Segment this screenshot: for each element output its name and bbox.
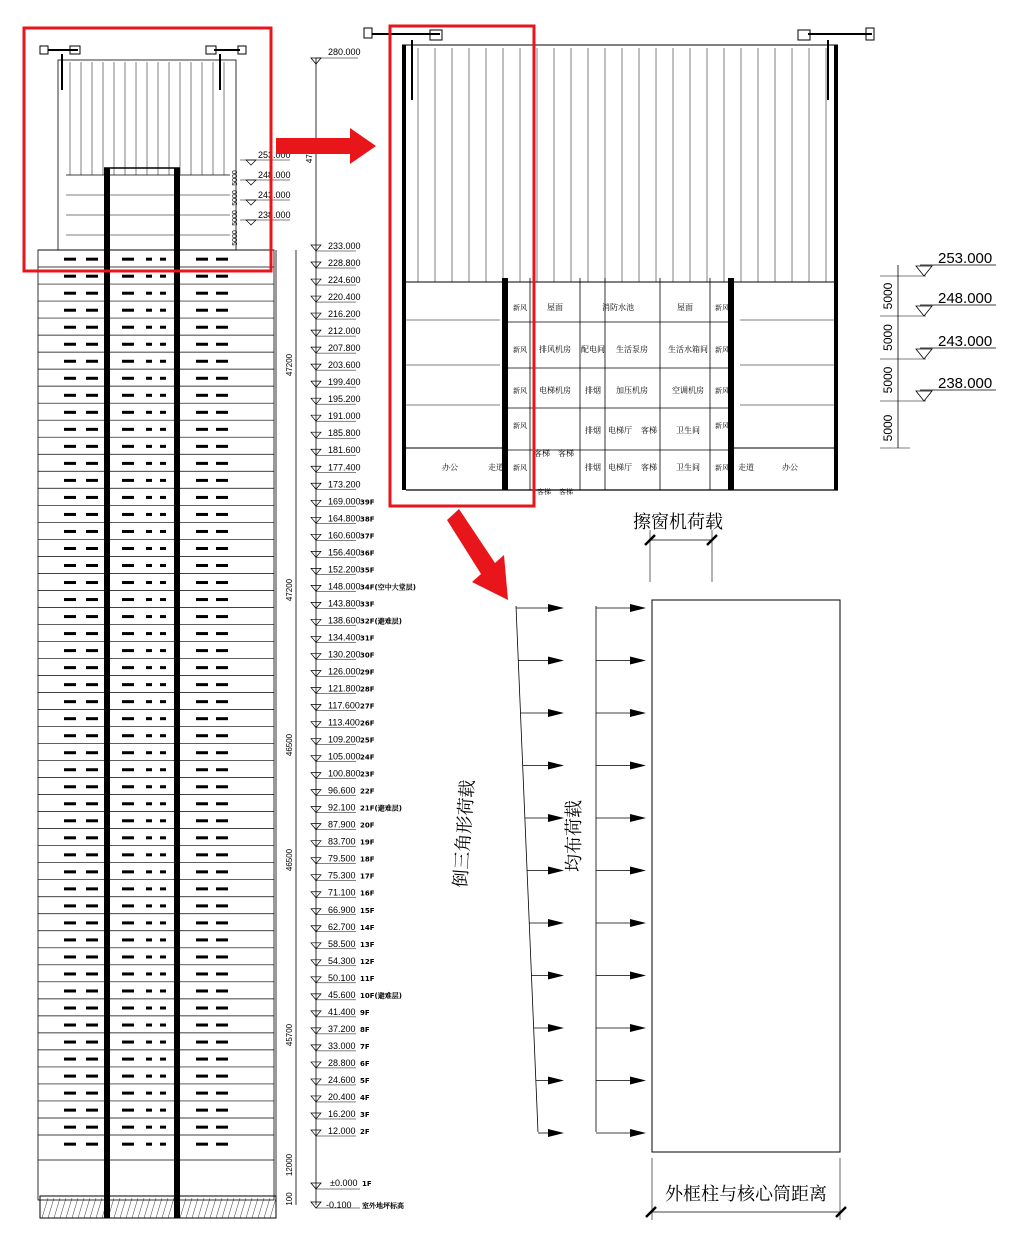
floor-elev: 28.800 <box>328 1057 356 1068</box>
segment-dim: 45700 <box>285 1023 294 1047</box>
detail-spacing: 5000 <box>881 324 895 351</box>
floor-name: 6F <box>360 1059 370 1068</box>
floor-name: 20F <box>360 821 375 830</box>
floor-elev: 185.800 <box>328 428 361 439</box>
outdoor-level <box>311 1200 404 1210</box>
floor-name: 19F <box>360 838 375 847</box>
segment-dim: 46500 <box>285 848 294 872</box>
floor-name: 16F <box>360 889 375 898</box>
top-elevation: 280.000 <box>328 47 361 57</box>
room-label: 电梯厅 <box>608 426 632 435</box>
fresh-air-label: 新风 <box>715 304 729 312</box>
top-level-mark <box>311 47 361 64</box>
floor-elev: 12.000 <box>328 1126 356 1136</box>
fresh-air-label: 新风 <box>513 387 527 395</box>
segment-dim: 47200 <box>285 578 294 602</box>
gondola-icon <box>206 46 246 90</box>
fresh-air-label: 新风 <box>513 422 527 430</box>
floor-elev: 121.800 <box>328 683 361 694</box>
floor-lines <box>38 250 274 1160</box>
room-label: 卫生间 <box>676 463 700 472</box>
floor-elev: 41.400 <box>328 1006 356 1017</box>
room-label: 屋面 <box>547 303 563 312</box>
room-label: 生活泵房 <box>616 345 648 354</box>
floor-name: 12F <box>360 957 375 966</box>
floor-name: 38F <box>360 515 375 524</box>
crown-levels <box>232 150 291 246</box>
fresh-air-label: 新风 <box>715 464 729 472</box>
floor-name: 36F <box>360 549 375 558</box>
detail-spacing: 5000 <box>881 366 895 394</box>
detail-level: 253.000 <box>938 250 993 267</box>
room-label: 走道 <box>488 463 504 472</box>
floor-elev: 207.800 <box>328 343 361 354</box>
building-elevation <box>24 28 416 1218</box>
outdoor-floor: 室外地坪标高 <box>362 1202 404 1210</box>
crown-spacing: 5000 <box>232 170 239 186</box>
room-label: 排烟 <box>585 426 601 435</box>
floor-name: 29F <box>360 668 375 677</box>
segment-dim: 47200 <box>285 353 294 377</box>
floor-elev: 233.000 <box>328 241 361 251</box>
floor-name: 24F <box>360 753 375 762</box>
outdoor-elev: -0.100 <box>326 1200 352 1210</box>
floor-elev: 45.600 <box>328 989 356 1000</box>
floor-elev: 75.300 <box>328 870 356 881</box>
floor-name: 7F <box>360 1042 370 1051</box>
room-label: 办公 <box>442 463 458 472</box>
foundation-hatch <box>42 1198 276 1218</box>
crown-spacing: 5000 <box>232 190 239 206</box>
floor-name: 32F(避难层) <box>360 617 402 626</box>
ground-level <box>311 1178 372 1189</box>
floor-name: 27F <box>360 702 375 711</box>
floor-elev: 92.100 <box>328 802 356 813</box>
building-outline <box>652 600 840 1152</box>
fresh-air-label: 新风 <box>513 304 527 312</box>
window-machine-load-label: 擦窗机荷载 <box>633 512 723 533</box>
floor-elev: 224.600 <box>328 275 361 286</box>
room-label: 排风机房 <box>539 345 571 354</box>
crown-detail <box>364 26 996 506</box>
room-label: 办公 <box>782 463 798 472</box>
floor-name: 25F <box>360 736 375 745</box>
room-label: 排烟 <box>585 386 601 395</box>
room-label: 消防水池 <box>602 303 634 312</box>
uniform-load-label: 均布荷载 <box>564 800 585 872</box>
floor-elev: 138.600 <box>328 615 361 626</box>
floor-elev: 152.200 <box>328 564 361 575</box>
room-label: 客梯 <box>558 449 574 458</box>
floor-elev: 130.200 <box>328 649 361 660</box>
room-label: 配电间 <box>581 345 605 354</box>
shaft-label: 客梯 <box>537 488 551 496</box>
floor-elev: 33.000 <box>328 1040 356 1051</box>
floor-name: 8F <box>360 1025 370 1034</box>
arrow-right-icon <box>276 128 376 164</box>
load-diagram <box>450 512 846 1220</box>
crown-level: 238.000 <box>258 210 291 220</box>
window-marks <box>64 258 228 1146</box>
room-label: 电梯厅 <box>608 463 632 472</box>
floor-elev: 126.000 <box>328 666 361 677</box>
triangular-load-label: 倒三角形荷载 <box>450 779 479 889</box>
floor-elev: 113.400 <box>328 717 360 728</box>
room-label: 空调机房 <box>672 386 704 395</box>
floor-elev: 71.100 <box>328 887 356 898</box>
floor-elev: 109.200 <box>328 734 361 745</box>
detail-level: 248.000 <box>938 290 993 307</box>
floor-elev: 58.500 <box>328 938 356 949</box>
detail-spacing: 5000 <box>881 414 895 442</box>
floor-name: 2F <box>360 1128 370 1136</box>
gondola-icon <box>40 46 80 90</box>
floor-elev: 117.600 <box>328 700 360 711</box>
crown-level: 248.000 <box>258 170 291 180</box>
floor-elev: 199.400 <box>328 377 361 388</box>
floor-name: 4F <box>360 1093 370 1102</box>
floor-elev: 87.900 <box>328 819 356 830</box>
floor-elev: 96.600 <box>328 785 356 796</box>
detail-level: 238.000 <box>938 375 993 392</box>
floor-name: 35F <box>360 566 375 575</box>
floor-elev: 156.400 <box>328 547 361 558</box>
floor-name: 30F <box>360 651 375 660</box>
floor-level-labels <box>311 241 416 1136</box>
floor-elev: 143.800 <box>328 598 361 609</box>
floor-elev: 181.600 <box>328 445 361 456</box>
floor-name: 26F <box>360 719 375 728</box>
floor-name: 13F <box>360 940 375 949</box>
floor-elev: 20.400 <box>328 1091 356 1102</box>
floor-elev: 212.000 <box>328 326 361 337</box>
crown-level: 243.000 <box>258 190 291 200</box>
fresh-air-label: 新风 <box>513 464 527 472</box>
shaft-label: 客梯 <box>559 488 573 496</box>
floor-name: 23F <box>360 770 375 779</box>
floor-elev: 148.000 <box>328 581 361 592</box>
floor-elev: 50.100 <box>328 972 356 983</box>
floor-name: 22F <box>360 787 375 796</box>
ground-elev: ±0.000 <box>330 1178 358 1188</box>
floor-elev: 134.400 <box>328 632 361 643</box>
segment-dim: 100 <box>285 1192 294 1206</box>
room-label: 屋面 <box>677 303 693 312</box>
room-label: 排烟 <box>585 463 601 472</box>
room-label: 加压机房 <box>616 386 648 395</box>
floor-name: 5F <box>360 1076 370 1085</box>
floor-elev: 169.000 <box>328 496 361 507</box>
room-label: 客梯 <box>641 463 657 472</box>
floor-name: 33F <box>360 600 375 609</box>
room-label: 客梯 <box>641 426 657 435</box>
floor-elev: 203.600 <box>328 360 361 371</box>
room-label: 卫生间 <box>676 426 700 435</box>
room-label: 客梯 <box>534 449 550 458</box>
floor-elev: 191.000 <box>328 411 361 422</box>
floor-elev: 173.200 <box>328 479 361 490</box>
floor-elev: 177.400 <box>328 462 361 473</box>
floor-elev: 100.800 <box>328 768 361 779</box>
ground-floor: 1F <box>362 1180 372 1188</box>
uniform-load-arrows <box>596 604 646 1137</box>
floor-elev: 54.300 <box>328 955 356 966</box>
fresh-air-label: 新风 <box>715 346 729 354</box>
floor-name: 28F <box>360 685 375 694</box>
crown-spacing: 5000 <box>232 210 239 226</box>
floor-name: 34F(空中大堂层) <box>360 583 416 592</box>
floor-elev: 62.700 <box>328 921 356 932</box>
room-label: 电梯机房 <box>539 386 571 395</box>
crown-level: 253.000 <box>258 150 291 160</box>
crown-spacing: 5000 <box>232 230 239 246</box>
floor-name: 10F(避难层) <box>360 991 402 1000</box>
crown-fins <box>70 62 224 175</box>
floor-elev: 24.600 <box>328 1074 356 1085</box>
floor-elev: 66.900 <box>328 904 356 915</box>
room-labels <box>442 302 798 496</box>
arrow-down-right-icon <box>447 509 508 600</box>
fresh-air-label: 新风 <box>715 422 729 430</box>
floor-elev: 79.500 <box>328 853 356 864</box>
segment-dim: 46500 <box>285 733 294 757</box>
fresh-air-label: 新风 <box>715 387 729 395</box>
floor-elev: 83.700 <box>328 836 356 847</box>
room-label: 生活水箱间 <box>668 345 708 354</box>
floor-name: 37F <box>360 532 375 541</box>
floor-name: 17F <box>360 872 375 881</box>
floor-name: 31F <box>360 634 375 643</box>
triangular-load-arrows <box>516 604 564 1137</box>
detail-levels <box>880 250 996 448</box>
detail-fins <box>418 48 826 282</box>
floor-elev: 220.400 <box>328 292 361 303</box>
floor-name: 11F <box>360 974 375 983</box>
distance-label: 外框柱与核心筒距离 <box>665 1184 827 1205</box>
detail-level: 243.000 <box>938 333 993 350</box>
detail-spacing: 5000 <box>881 282 895 310</box>
floor-name: 3F <box>360 1110 370 1119</box>
floor-elev: 160.600 <box>328 530 361 541</box>
floor-elev: 16.200 <box>328 1108 356 1119</box>
floor-elev: 37.200 <box>328 1023 356 1034</box>
floor-name: 21F(避难层) <box>360 804 402 813</box>
floor-name: 39F <box>360 498 375 507</box>
floor-elev: 164.800 <box>328 513 361 524</box>
room-label: 走道 <box>738 463 754 472</box>
floor-name: 15F <box>360 906 375 915</box>
segment-dim: 12000 <box>285 1153 294 1177</box>
floor-elev: 228.800 <box>328 258 361 269</box>
floor-name: 18F <box>360 855 375 864</box>
floor-name: 9F <box>360 1008 370 1017</box>
floor-elev: 195.200 <box>328 394 361 405</box>
floor-elev: 216.200 <box>328 309 361 320</box>
fresh-air-label: 新风 <box>513 346 527 354</box>
floor-name: 14F <box>360 923 375 932</box>
floor-elev: 105.000 <box>328 751 361 762</box>
